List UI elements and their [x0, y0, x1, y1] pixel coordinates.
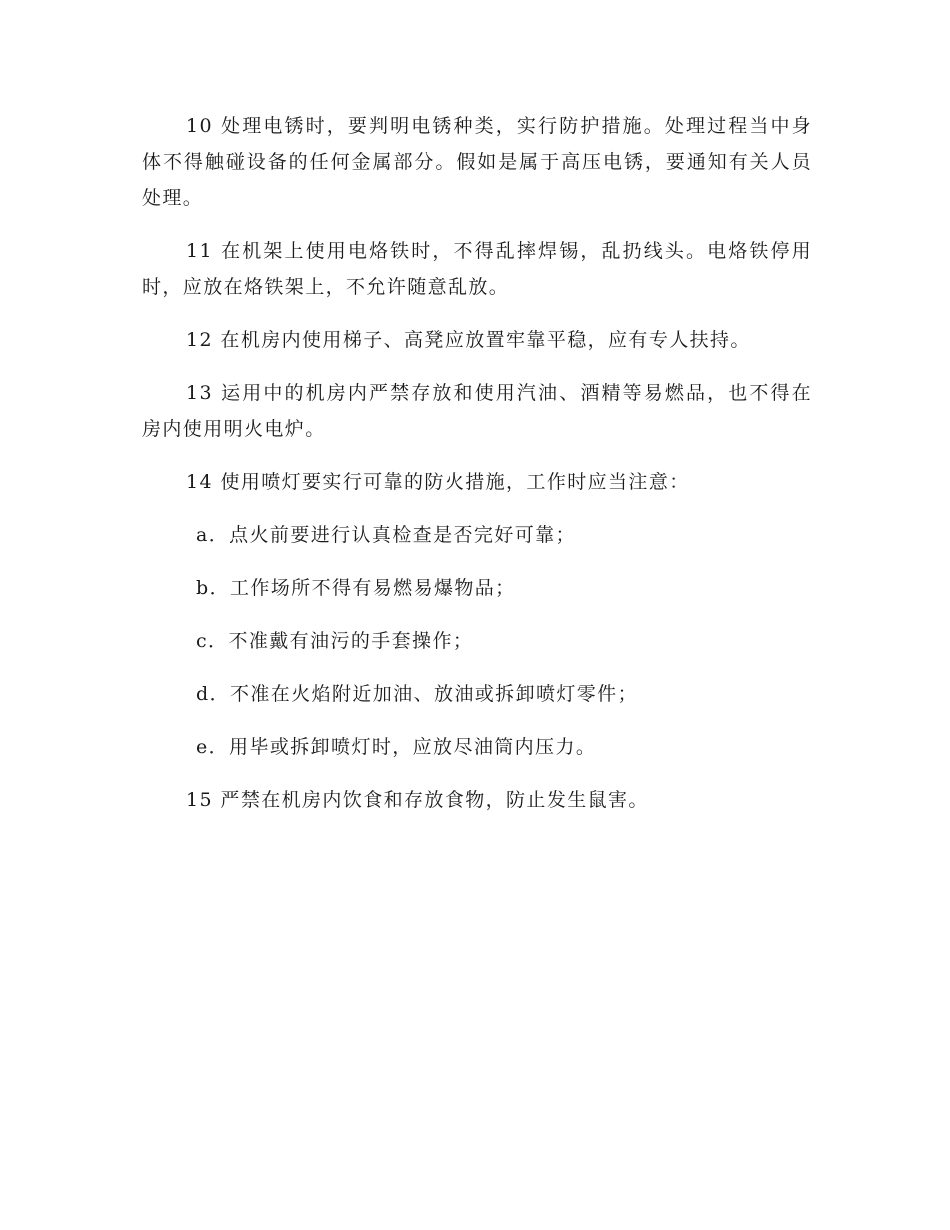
- list-item-d: d．不准在火焰附近加油、放油或拆卸喷灯零件；: [196, 683, 638, 705]
- list-item-c: c．不准戴有油污的手套操作；: [196, 630, 474, 652]
- list-item-e: e．用毕或拆卸喷灯时，应放尽油筒内压力。: [196, 736, 597, 758]
- list-item-b: b．工作场所不得有易燃易爆物品；: [196, 577, 516, 599]
- list-item-a: a．点火前要进行认真检查是否完好可靠；: [196, 524, 576, 546]
- paragraph-12: 12 在机房内使用梯子、高凳应放置牢靠平稳，应有专人扶持。: [186, 329, 751, 351]
- paragraph-10: 10 处理电锈时，要判明电锈种类，实行防护措施。处理过程当中身体不得触碰设备的任何金属部分。假如是属于高压电锈，要通知有关人员处理。: [142, 115, 812, 209]
- paragraph-14: 14 使用喷灯要实行可靠的防火措施，工作时应当注意：: [186, 471, 690, 493]
- document-body: [142, 108, 812, 835]
- paragraph-11: 11 在机架上使用电烙铁时，不得乱摔焊锡，乱扔线头。电烙铁停用时，应放在烙铁架上，不允许随意乱放。: [142, 240, 812, 298]
- paragraph-15: 15 严禁在机房内饮食和存放食物，防止发生鼠害。: [186, 789, 649, 811]
- paragraph-13: 13 运用中的机房内严禁存放和使用汽油、酒精等易燃品，也不得在房内使用明火电炉。: [142, 382, 812, 440]
